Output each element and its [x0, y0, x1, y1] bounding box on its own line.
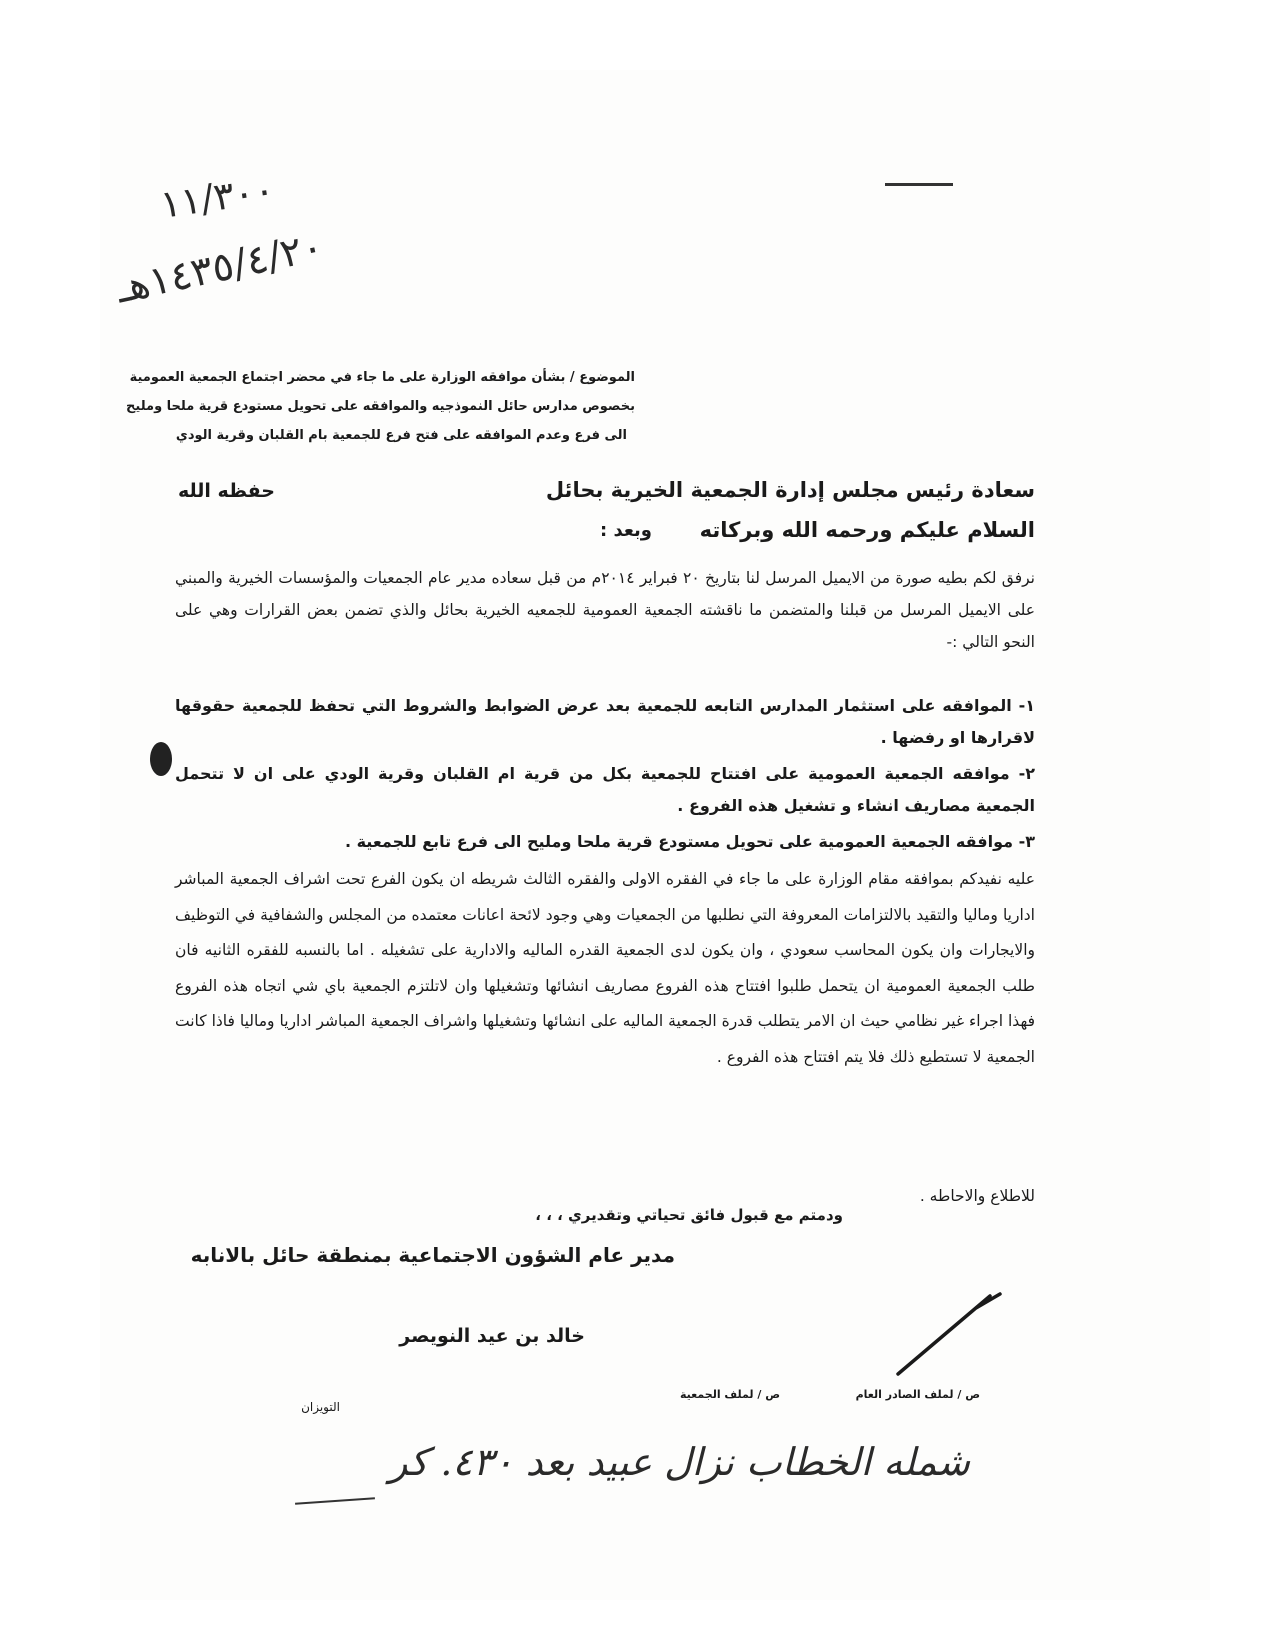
body-intro: نرفق لكم بطيه صورة من الايميل المرسل لنا بتاريخ ٢٠ فبراير ٢٠١٤م من قبل سعاده مدير عام الجمعيات والمؤسسات الخيرية والمبني على الايميل المرسل من قبلنا والمتضمن ما ناقشته الجمعية العمومية للجمعيه الخيرية بحائل والذي تضمن بعض القرارات وهي على النحو التالي :-	[175, 569, 1035, 651]
addressee-honorific: حفظه الله	[178, 480, 275, 502]
handwritten-date: ١٤٣٥/٤/٢٠هـ	[112, 223, 328, 313]
subject-line-2: بخصوص مدارس حائل النموذجيه والموافقه على تحويل مستودع قرية ملحا ومليح	[126, 399, 635, 414]
closing-note: للاطلاع والاحاطه .	[919, 1187, 1035, 1205]
footer-copy-assoc: ص / لملف الجمعية	[680, 1388, 780, 1401]
closing-regards: ودمتم مع قبول فائق تحياتي وتقديري ، ، ،	[535, 1206, 843, 1224]
handwritten-bottom-note: شمله الخطاب نزال عبيد بعد ٤٣٠. كر	[389, 1440, 970, 1484]
decision-paragraph: عليه نفيدكم بموافقه مقام الوزارة على ما جاء في الفقره الاولى والفقره الثالث شريطه ان يكون الفرع تحت اشراف الجمعية المباشر اداريا وماليا والتقيد بالالتزامات المعروفة التي نطلبها من الجمعيات وهي وجود لائحة اعانات معتمده من المجلس والشفافية في التوظيف والايجارات وان يكون المحاسب سعودي ، وان يكون لدى الجمعية القدره الماليه والادارية على تشغيله . اما بالنسبه للفقره الثانيه فان طلب الجمعية العمومية ان يتحمل طلبوا افتتاح هذه الفروع مصاريف انشائها وتشغيلها وان لاتلتزم الجمعية باي شي اتجاه هذه الفروع فهذا اجراء غير نظامي حيث ان الامر يتطلب قدرة الجمعية الماليه على انشائها وتشغيلها واشراف الجمعية المباشر اداريا وماليا فاذا كانت الجمعية لا تستطيع ذلك فلا يتم افتتاح هذه الفروع .	[175, 870, 1035, 1066]
item-2: ٢- موافقه الجمعية العمومية على افتتاح للجمعية بكل من قرية ام القلبان وقرية الودي على ان لا تتحمل الجمعية مصاريف انشاء و تشغيل هذه الفروع .	[175, 764, 1035, 815]
signature-mark	[890, 1290, 1010, 1380]
item-3: ٣- موافقه الجمعية العمومية على تحويل مستودع قرية ملحا ومليح الى فرع تابع للجمعية .	[344, 832, 1035, 851]
greeting: السلام عليكم ورحمه الله وبركاته	[699, 518, 1035, 542]
header-dash	[885, 183, 953, 186]
addressee-title: سعادة رئيس مجلس إدارة الجمعية الخيرية بحائل	[545, 478, 1035, 502]
footer-copy-general: ص / لملف الصادر العام	[855, 1388, 980, 1401]
handwritten-ref-number: ١١/٣٠٠	[157, 167, 278, 227]
footer-typist: التويزان	[301, 1400, 340, 1414]
subject-line-1: الموضوع / بشأن موافقه الوزارة على ما جاء في محضر اجتماع الجمعية العمومية	[129, 370, 635, 385]
ink-blot	[150, 742, 172, 776]
signer-name: خالد بن عيد النويصر	[399, 1325, 585, 1347]
subject-line-3: الى فرع وعدم الموافقه على فتح فرع للجمعية بام القلبان وقرية الودي	[175, 428, 627, 443]
greeting-wabad: وبعد :	[600, 520, 652, 541]
item-1: ١- الموافقه على استثمار المدارس التابعه للجمعية بعد عرض الضوابط والشروط التي تحفظ للجمعية حقوقها لاقرارها او رفضها .	[175, 696, 1035, 747]
signer-title: مدير عام الشؤون الاجتماعية بمنطقة حائل بالانابه	[190, 1243, 675, 1267]
